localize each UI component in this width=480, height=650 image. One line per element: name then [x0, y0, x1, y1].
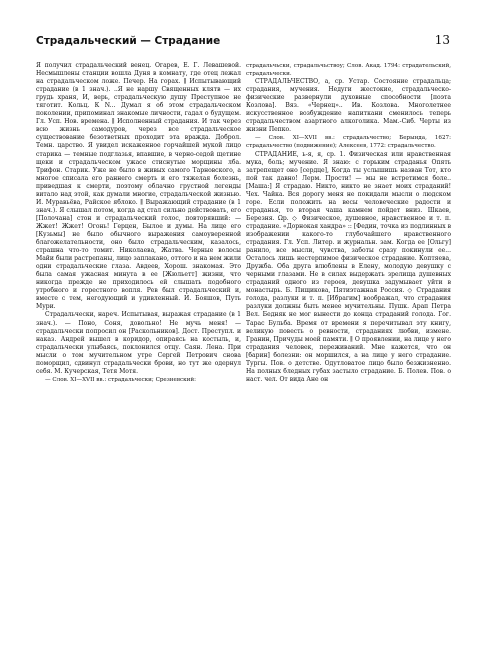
- entry-stradalchestvo: СТРАДАЛЬЧЕСТВО, а, ср. Устар. Состояние страдальца; страдания, мучения. Недуги жестокие, страдальческо-физические развернули духовные способности [поэта Козлова]. Вяз. «Чернец».. Ив. Козлова. Многолетнее искусственное возбуждение напиткани сменилось теперь страдальчеством азартного алкоголика. Мам.-Сиб. Черты из жизни Пепко.: [246, 78, 451, 134]
- running-head: [36, 33, 450, 49]
- running-title: Страдальческий — Страдание: [36, 35, 221, 47]
- entry-stradanie: СТРАДАНИЕ, ь-я, я, ср. 1. Физическая или нравственная мука, боль; мучение. Я знаю: с горьким страданья Опять затрепещет оно [сердце], Когда ты услышишь назван Тот, кто пой так давно! Лерм. Прости! — мы не встретимся боле.. [Маша:] Я страдаю. Никто, никто не знает моих страданий! Чех. Чайка. Вся дорогу меня не покидали мысли о людском горе. Если положить на весы человеческие радости и страданья, то вторая чаша камнем пойдет вниз. Шкаев, Березня. Ωр. ◇ Физическое, душевное, нравственное и т. п. страдание. «Дорнокая хандра» :: [Федин, точка из подлинных в изображении какого-то глубочайшего нравственного страдания. Гл. Усп. Литер. и журнальн. зам. Когда ее [Ольгу] ранило, все мысли, чувства, заботы сразу покинули ее... Осталось лишь нестерпимое физическое страдание. Коптяева, Дружба. Оба друга влюблены в Елену, молодую девушку с черными глазами. Не в силах выдержать зрелища душевных страданий одного из героев, девушка задумывает уйти в монастырь. Б. Пищикова, Пятиэтажная Россия. ◇ Страдания голода, разлуки и т. п. [Ибрагим] воображал, что страдания разлуки должны быть менее мучительны. Пушк. Арап Петра Вел. Бедняк не мог вынести до конца страданий голода. Гог. Тарас Бульба. Время от времени я перечитывал эту книгу, великую повесть о ревности, страданиях любви, измене. Гранин, Причуды моей памяти. ∥ О проявлении, на лице у него страдания человек, переживаний. Мне кажется, что он [барин] болезни: он моршился, а на лице у него страдание. Тургы. Пов. о детстве. Одутловатое лицо было безжизненно. На полных бледных губах застыло страдание. Б. Полев. Пов. о наст. чел. От вида Ане он: [246, 150, 451, 383]
- source-note: страдальчьски, страдальчьствоу; Слов. Акад. 1794: страдательский, страдальчески.: [246, 63, 451, 78]
- source-note: — Слов. XI—XVII вв.: страдальчество; Берында, 1627: страдальчество (подвижение); Алексеев, 1772: страдальчество.: [246, 135, 451, 150]
- paragraph: Я получил страдальческий венец. Огарев, Е. Г. Левашевой. Несмышлены станции вошла Дуня в комнату, где отец лежал на страдальческом ложе. Печер. На горах. ∥ Испытывающий страдание (в 1 знач.). ..Я не наршу Священных клятв — их грудь храня, И, верь, страдальческую душу Преступное не тяготит. Кольц. К N... Думал я об этом страдальческом поколении, припоминал знакомые личности, гадал о будущем. Гл. Усп. Нов. времена. ∥ Исполненный страдания. И так через всю жизнь самодуров, через все страдальческое существование безответных проходит эта вражда. Доброл. Темн. царство. Я увидел искаженное горчайшей мукой лицо старика — темные подглазья, впавшие, в черно-седой щетине щеки и страдальческом ужасе стиснутые морщины лба. Трифон. Старик. Уже не было в живых самого Тарновского, а многое списала его раннего смерть и его тяжелая болезнь, приведшая к смерти, поэтому облачно грустной легенды витало над этой, как думали многие, страдальческой жизнью. И. Муравьёва, Райское яблоко. ∥ Выражающий страдание (в 1 знач.). Я слышал потом, когда ад стал сильно действовать, его [Полочана] стон и страдальческий голос, повторявший: — Жжет! Жжет! Огонь! Герцен, Былое и думы. На лице его [Кузьмы] не было обычного выражения самоуверенной благожелательности, оно было страдальческим, казалось, страшна что-то томит. Николаева, Жатва. Черные волосы Майи были растрепаны, лицо заплакано, оттого и на нем жили одни страдальческие глаза. Авдеев, Хорош. знакомая. Это была самая ужасная минута в ее [Жюльетт] жизни, что никогда прежде не приходилось ей слышать подобного утробного и горестного вопля. Рев был страдальческий и, вместе с тем, негодующий и удивленный. И. Бояшов, Путь Мури.: [36, 62, 241, 311]
- entry-strada-lchески: Страдальчески, нареч. Испытывая, выражая страдание (в 1 знач.). — Поно, Соня, довольно! Не мучь меня! — страдальчески попросил он [Раскольников]. Дост. Преступл. и наказ. Андрей вышел в коридор, опираясь на костыль, и, страдальчески улыбаясь, поклонился отцу. Саян. Лена. При мысли о том мучительном утре Сергей Петрович снова поморщил, сдвинул страдальчески брови, но тут же одернул себя. М. Кучерская, Тетя Мотя.: [36, 311, 241, 375]
- page-number: 13: [434, 33, 450, 47]
- right-column: [246, 62, 451, 644]
- source-note: — Слов. XI—XVII вв.: страдальчески; Срезневский:: [45, 376, 196, 383]
- left-column: [36, 62, 241, 644]
